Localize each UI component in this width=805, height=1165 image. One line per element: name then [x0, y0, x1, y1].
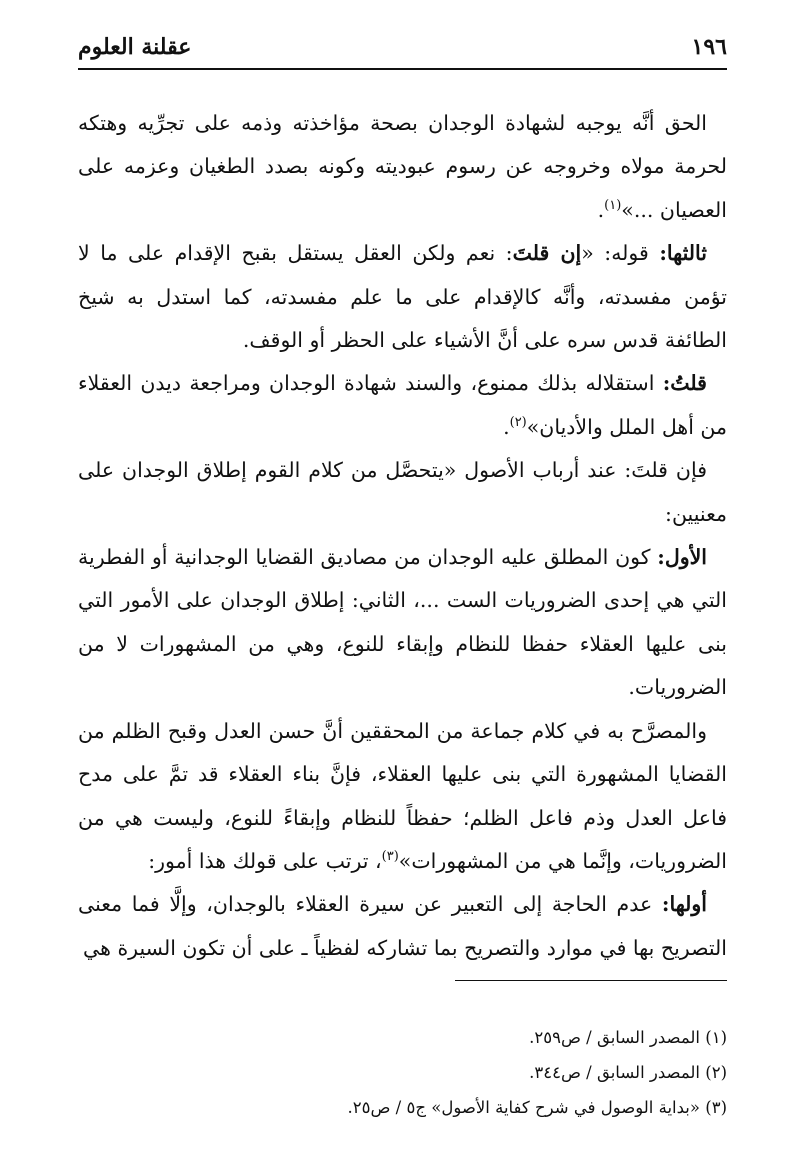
footnote-2: (٢) المصدر السابق / ص٣٤٤. — [529, 1063, 727, 1082]
paragraph-7: أولها: عدم الحاجة إلى التعبير عن سيرة العقلاء بالوجدان، وإلَّا فما معنى التصريح بها في موارد والتصريح بما تشاركه لفظياً ـ على أن تكون السيرة هي — [78, 892, 727, 960]
paragraph-2: ثالثها: قوله: «إن قلتَ: نعم ولكن العقل يستقل بقبح الإقدام على ما لا تؤمن مفسدته، وأنَّه كالإقدام على ما علم مفسدته، كما استدل به شيخ الطائفة قدس سره على أنَّ الأشياء على الحظر أو الوقف. — [78, 241, 727, 353]
paragraph-4: فإن قلتَ: عند أرباب الأصول «يتحصَّل من كلام القوم إطلاق الوجدان على معنيين: — [78, 458, 727, 526]
footnote-ref-1: (١) — [604, 197, 622, 213]
header-rule — [78, 68, 727, 70]
page-header — [78, 30, 727, 64]
paragraph-label: قلتُ: — [662, 371, 707, 396]
footnote-ref-3: (٣) — [381, 849, 399, 865]
paragraph-1: الحق أنَّه يوجبه لشهادة الوجدان بصحة مؤاخذته وذمه على تجرِّيه وهتكه لحرمة مولاه وخروجه عن رسوم عبوديته وكونه بصدد الطغيان وعزمه على العصيان ...»$^{(١)}$. — [78, 111, 727, 222]
footnote-ref-2: (٢) — [509, 415, 527, 431]
paragraph-3: قلتُ: استقلاله بذلك ممنوع، والسند شهادة الوجدان ومراجعة ديدن العقلاء من أهل الملل والأديان»$^{(٢)}$. — [78, 371, 727, 439]
paragraph-5: الأول: كون المطلق عليه الوجدان من مصاديق القضايا الوجدانية أو الفطرية التي هي إحدى الضروريات الست ...، الثاني: إطلاق الوجدان على الأمور التي بنى عليها العقلاء حفظا للنظام وإبقاء للنوع، وهي من المشهورات لا من الضروريات. — [78, 545, 727, 700]
footnote-3: (٣) «بداية الوصول في شرح كفاية الأصول» ج٥ / ص٢٥. — [347, 1098, 727, 1117]
paragraph-label: أولها: — [661, 892, 707, 917]
paragraph-6: والمصرَّح به في كلام جماعة من المحققين أنَّ حسن العدل وقبح الظلم من القضايا المشهورة التي بنى عليها العقلاء، فإنَّ بناء العقلاء قد تمَّ على مدح فاعل العدل وذم فاعل الظلم؛ حفظاً للنظام وإبقاءً للنوع، وليست هي من الضروريات، وإنَّما هي من المشهورات»$^{(٣)}$، ترتب على قولك هذا أمور: — [78, 718, 727, 873]
footnotes — [78, 1020, 727, 1125]
page-number: ١٩٦ — [691, 34, 727, 60]
running-title: عقلنة العلوم — [78, 34, 192, 60]
footnote-rule — [455, 980, 727, 981]
paragraph-label: ثالثها: — [659, 241, 707, 266]
body-text — [78, 102, 727, 970]
paragraph-label: الأول: — [657, 545, 707, 570]
footnote-1: (١) المصدر السابق / ص٢٥٩. — [529, 1028, 727, 1047]
